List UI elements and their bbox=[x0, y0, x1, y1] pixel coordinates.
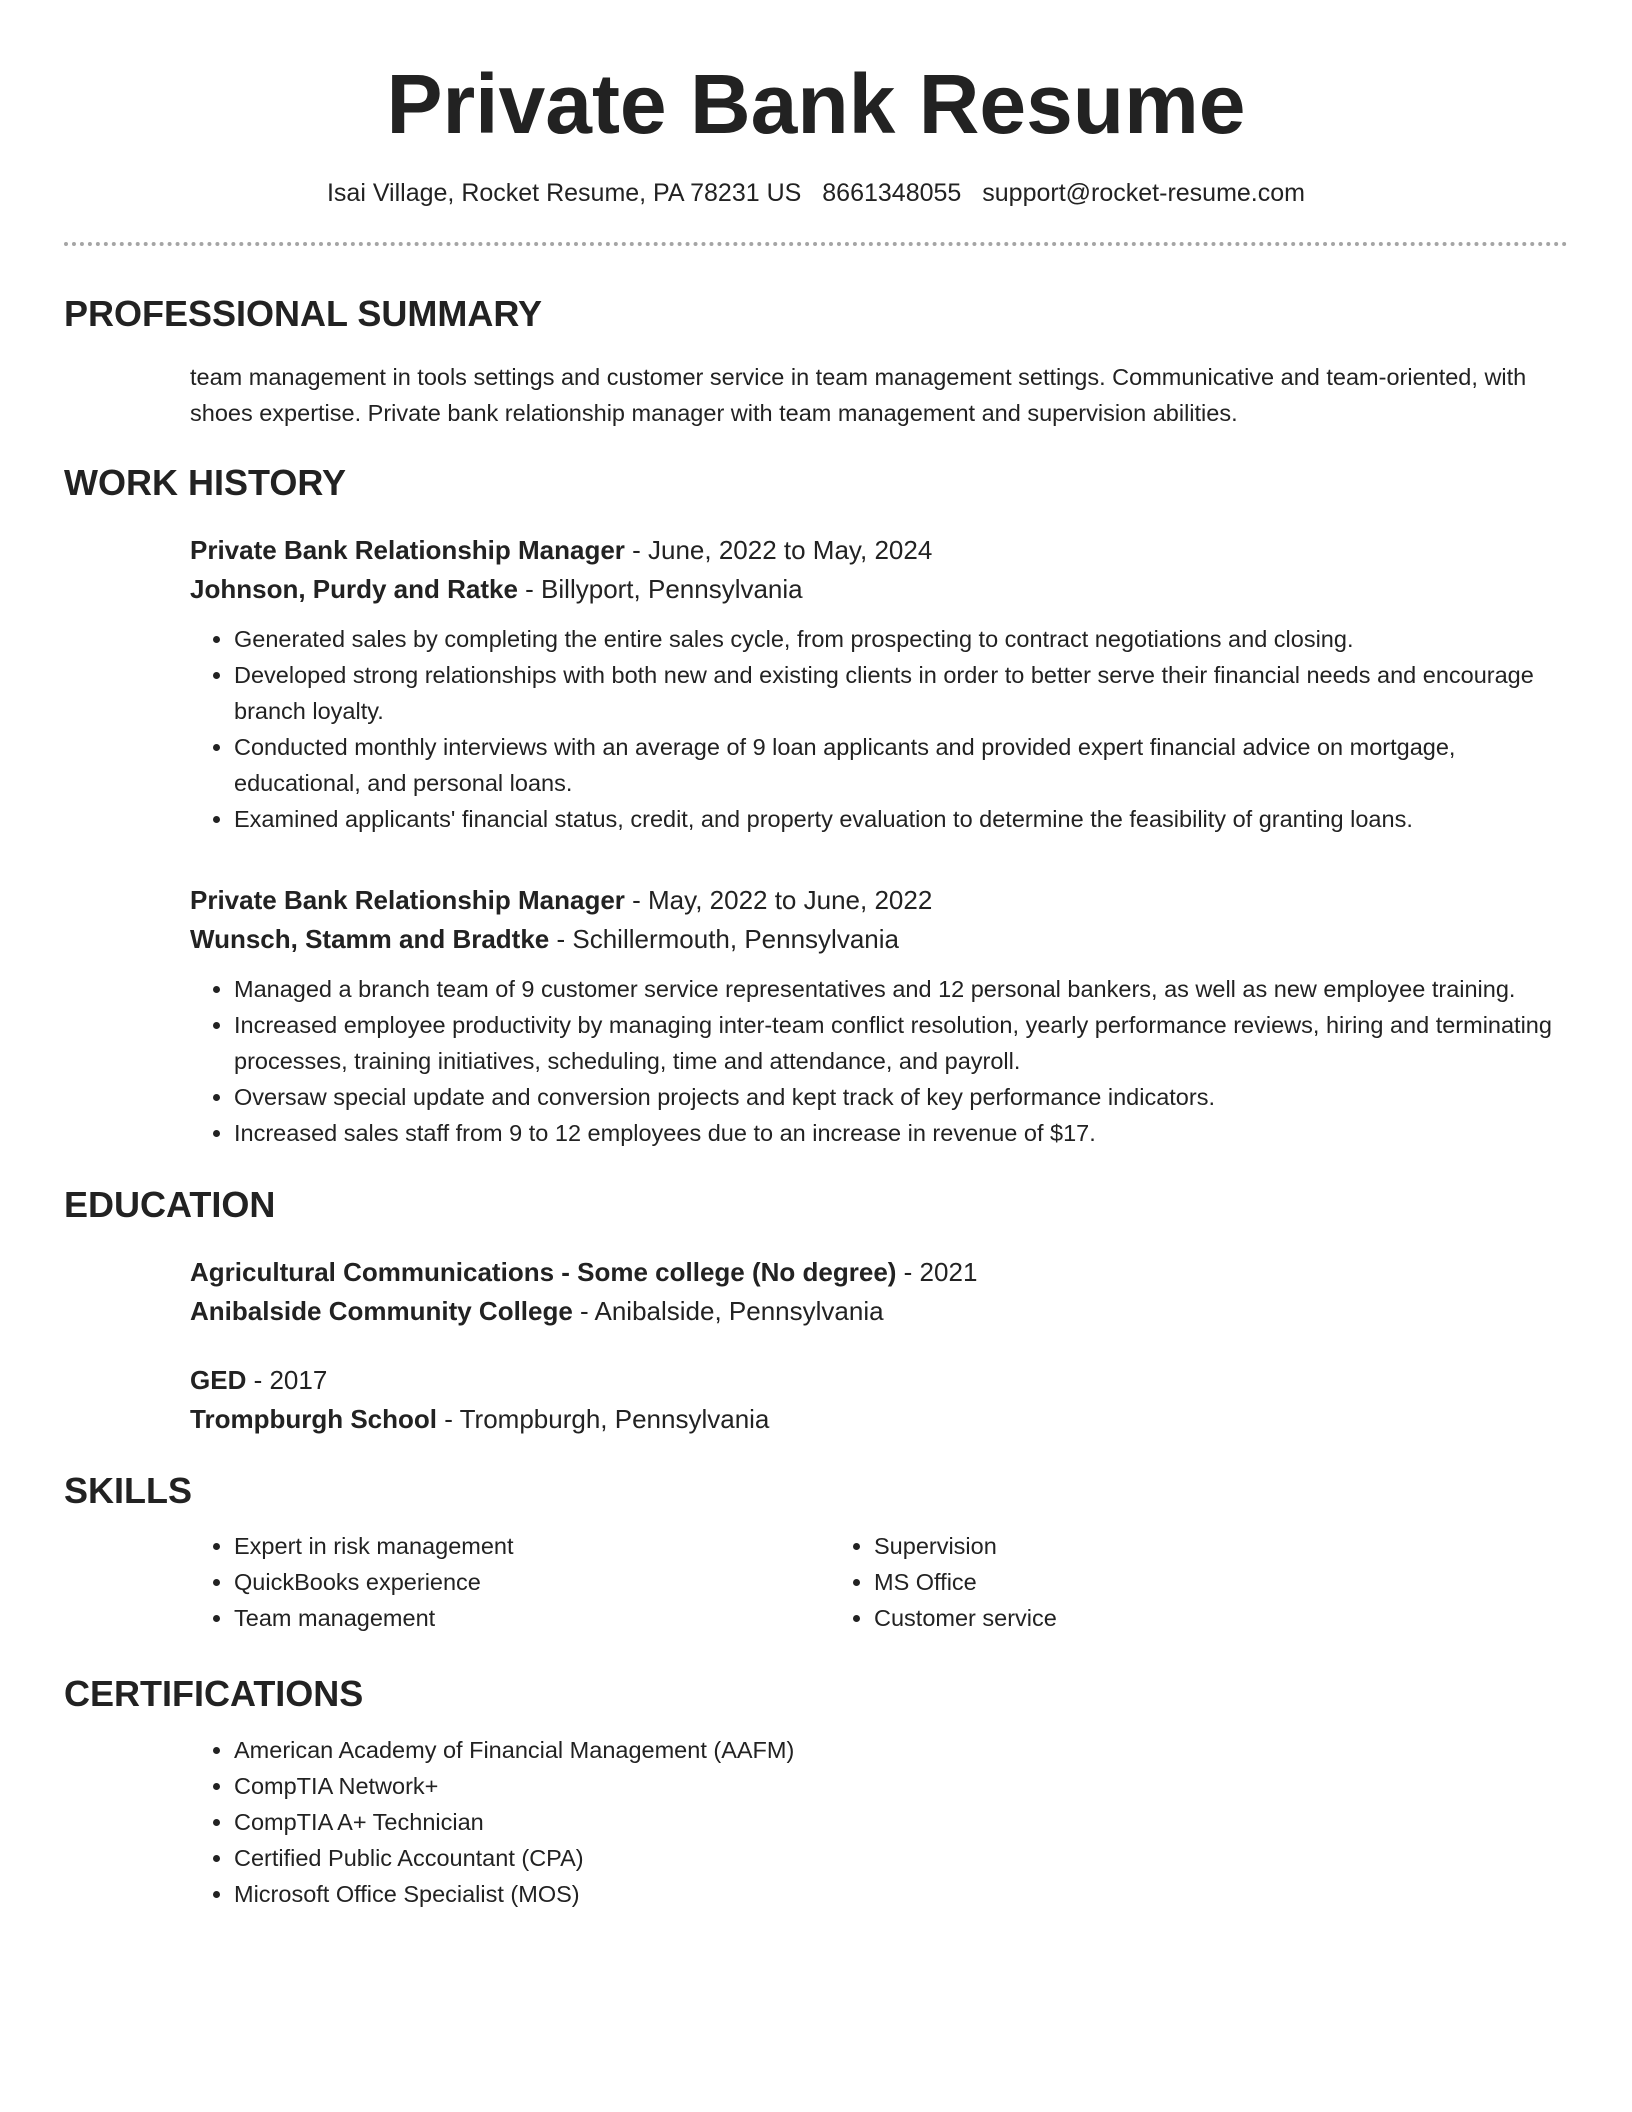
job-title-line bbox=[190, 531, 1568, 570]
list-item: • Team management bbox=[234, 1600, 830, 1636]
education-entry bbox=[190, 1253, 1568, 1331]
contact-line bbox=[64, 179, 1568, 208]
work-history-heading: WORK HISTORY bbox=[64, 462, 347, 504]
school: Trompburgh School bbox=[190, 1403, 437, 1434]
job-entry bbox=[190, 531, 1568, 837]
school-line bbox=[190, 1400, 1568, 1439]
list-item: • Examined applicants' financial status, credit, and property evaluation to determine the feasibility of granting loans. bbox=[234, 801, 1568, 837]
job-bullets bbox=[190, 971, 1568, 1151]
degree-year: - 2021 bbox=[896, 1256, 978, 1287]
skills-columns bbox=[190, 1528, 1568, 1636]
job-company-line bbox=[190, 920, 1568, 959]
skills-left-list bbox=[190, 1528, 830, 1636]
job-dates: - June, 2022 to May, 2024 bbox=[624, 534, 933, 565]
list-item: • Increased sales staff from 9 to 12 employees due to an increase in revenue of $17. bbox=[234, 1115, 1568, 1151]
job-company: Johnson, Purdy and Ratke bbox=[190, 573, 518, 604]
list-item: • Expert in risk management bbox=[234, 1528, 830, 1564]
job-location: - Schillermouth, Pennsylvania bbox=[549, 923, 899, 954]
degree: GED bbox=[190, 1364, 247, 1395]
education-heading: EDUCATION bbox=[64, 1183, 276, 1225]
list-item: • CompTIA A+ Technician bbox=[234, 1804, 1568, 1840]
job-bullets bbox=[190, 621, 1568, 837]
contact-address: Isai Village, Rocket Resume, PA 78231 US bbox=[326, 178, 802, 207]
list-item: • Oversaw special update and conversion projects and kept track of key performance indicators. bbox=[234, 1079, 1568, 1115]
school-line bbox=[190, 1292, 1568, 1331]
list-item: • Generated sales by completing the entire sales cycle, from prospecting to contract negotiations and closing. bbox=[234, 621, 1568, 657]
header-divider bbox=[64, 242, 1568, 246]
list-item: • QuickBooks experience bbox=[234, 1564, 830, 1600]
page-title: Private Bank Resume bbox=[386, 57, 1246, 151]
list-item: • Customer service bbox=[874, 1600, 1470, 1636]
skills-heading: SKILLS bbox=[64, 1469, 193, 1511]
degree: Agricultural Communications - Some college (No degree) bbox=[190, 1256, 897, 1287]
degree-year: - 2017 bbox=[246, 1364, 328, 1395]
job-location: - Billyport, Pennsylvania bbox=[517, 573, 803, 604]
summary-text: team management in tools settings and customer service in team management settings. Communicative and team-oriented, with shoes expertise. Private bank relationship manager with team management and supervision abilities. bbox=[190, 364, 1527, 427]
job-entry bbox=[190, 881, 1568, 1151]
degree-line bbox=[190, 1361, 1568, 1400]
job-title-line bbox=[190, 881, 1568, 920]
list-item: • Certified Public Accountant (CPA) bbox=[234, 1840, 1568, 1876]
degree-line bbox=[190, 1253, 1568, 1292]
certifications-list bbox=[190, 1732, 1568, 1912]
list-item: • Conducted monthly interviews with an average of 9 loan applicants and provided expert financial advice on mortgage, educational, and personal loans. bbox=[234, 729, 1568, 801]
certifications-heading: CERTIFICATIONS bbox=[64, 1673, 364, 1715]
list-item: • Supervision bbox=[874, 1528, 1470, 1564]
list-item: • CompTIA Network+ bbox=[234, 1768, 1568, 1804]
contact-email: support@rocket-resume.com bbox=[982, 178, 1305, 207]
job-title: Private Bank Relationship Manager bbox=[190, 884, 625, 915]
list-item: • Developed strong relationships with both new and existing clients in order to better serve their financial needs and encourage branch loyalty. bbox=[234, 657, 1568, 729]
list-item: • Increased employee productivity by managing inter-team conflict resolution, yearly performance reviews, hiring and terminating processes, training initiatives, scheduling, time and attendance, and payroll. bbox=[234, 1007, 1568, 1079]
certifications-content bbox=[190, 1732, 1568, 1912]
school-location: - Anibalside, Pennsylvania bbox=[572, 1295, 884, 1326]
list-item: • American Academy of Financial Management (AAFM) bbox=[234, 1732, 1568, 1768]
contact-phone: 8661348055 bbox=[822, 178, 962, 207]
job-title: Private Bank Relationship Manager bbox=[190, 534, 625, 565]
list-item: • MS Office bbox=[874, 1564, 1470, 1600]
job-company: Wunsch, Stamm and Bradtke bbox=[190, 923, 550, 954]
list-item: • Microsoft Office Specialist (MOS) bbox=[234, 1876, 1568, 1912]
school: Anibalside Community College bbox=[190, 1295, 573, 1326]
list-item: • Managed a branch team of 9 customer service representatives and 12 personal bankers, as well as new employee training. bbox=[234, 971, 1568, 1007]
skills-right-list bbox=[830, 1528, 1470, 1636]
education-entry bbox=[190, 1361, 1568, 1439]
school-location: - Trompburgh, Pennsylvania bbox=[437, 1403, 770, 1434]
job-dates: - May, 2022 to June, 2022 bbox=[624, 884, 933, 915]
job-company-line bbox=[190, 570, 1568, 609]
summary-heading: PROFESSIONAL SUMMARY bbox=[64, 292, 543, 334]
